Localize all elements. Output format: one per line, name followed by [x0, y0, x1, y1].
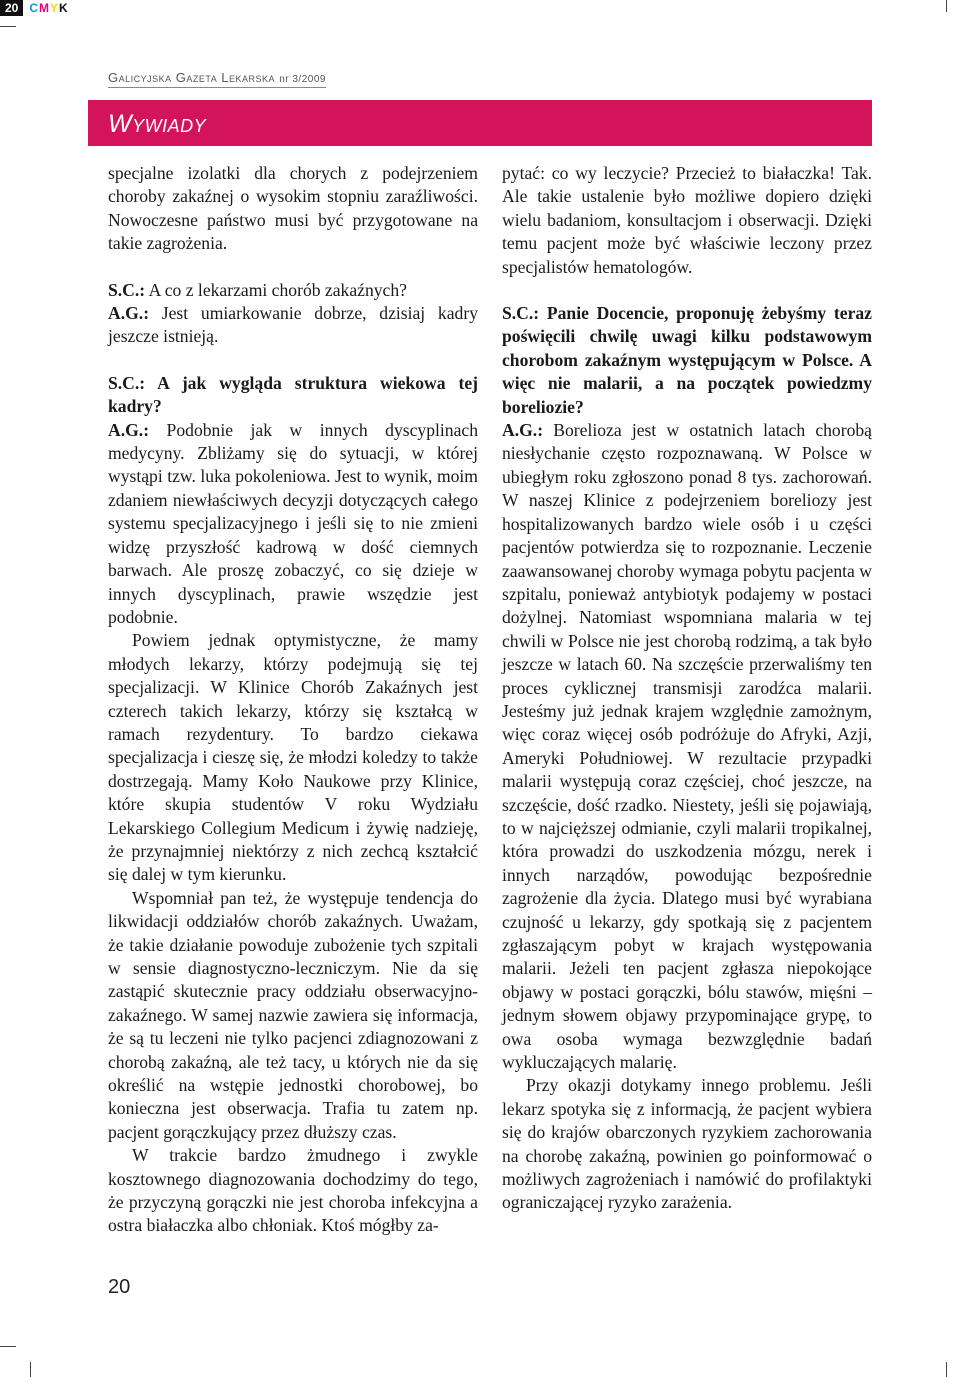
paragraph — [108, 162, 478, 256]
paragraph — [502, 1074, 872, 1214]
left-column — [108, 162, 478, 1238]
paragraph-text: W trakcie bardzo żmudnego i zwykle kosztownego diagnozowania dochodzimy do tego, że przyczyną gorączki nie jest choroba infekcyjna a ostra białaczka albo chłoniak. Ktoś mógłby za- — [108, 1145, 478, 1236]
section-title: Wywiady — [108, 110, 207, 138]
journal-title — [108, 70, 326, 88]
crop-mark — [30, 1362, 31, 1377]
print-page-number: 20 — [0, 0, 23, 16]
answer — [108, 419, 478, 630]
question-text: Panie Docencie, proponuję żebyśmy teraz poświęcili chwilę uwagi kilku podstawowym chorobom zakaźnym występującym w Polsce. A więc nie malarii, a na początek powiedzmy boreliozie? — [502, 303, 872, 417]
paragraph-text: Wspomniał pan też, że występuje tendencja do likwidacji oddziałów chorób zakaźnych. Uważam, że takie działanie powoduje zubożenie tych szpitali w sensie diagnostyczno-leczniczym. Nie da się zastąpić skutecznie pracy oddziału obserwacyjno-zakaźnego. W samej nazwie zawiera się informacja, że są tu leczeni nie tylko pacjenci zdiagnozowani z chorobą zakaźną, ale też tacy, u których nie da się określić na wstępie jednostki chorobowej, bo konieczna jest obserwacja. Trafia tu zatem np. pacjent gorączkujący przez dłuższy czas. — [108, 887, 478, 1142]
paragraph-text: Przy okazji dotykamy innego problemu. Jeśli lekarz spotyka się z informacją, że pacjent wybiera się do krajów obarczonych ryzykiem zachorowania na chorobę zakaźną, powinien go poinformować o możliwych zagrożeniach i namówić do profilaktyki ograniczającej ryzyko zarażenia. — [502, 1075, 872, 1213]
paragraph-text: specjalne izolatki dla chorych z podejrzeniem choroby zakaźnej o wysokim stopniu zaraźliwości. Nowoczesne państwo musi być przygotowane na takie zagrożenia. — [108, 163, 478, 254]
speaker-label: S.C.: — [108, 279, 146, 300]
question-text: A jak wygląda struktura wiekowa tej kadry? — [108, 372, 478, 417]
speaker-label: S.C.: — [108, 372, 146, 393]
print-marks — [0, 0, 69, 16]
paragraph — [108, 629, 478, 886]
question — [502, 302, 872, 419]
paragraph — [108, 1144, 478, 1238]
crop-mark — [0, 26, 16, 27]
answer — [108, 302, 478, 349]
speaker-label: A.G.: — [502, 420, 544, 441]
answer — [502, 419, 872, 1074]
speaker-label: A.G.: — [108, 303, 150, 324]
paragraph-text: Powiem jednak optymistyczne, że mamy młodych lekarzy, którzy podejmują się tej specjalizacji. W Klinice Chorób Zakaźnych jest czterech takich lekarzy, którzy się kształcą w ramach rezydentury. To bardzo ciekawa specjalizacja i cieszę się, że młodzi koledzy to także dostrzegają. Mamy Koło Naukowe przy Klinice, które skupia studentów V roku Wydziału Lekarskiego Collegium Medicum i żywię nadzieję, że przynajmniej niektórzy z nich zechcą kształcić się dalej w tym kierunku. — [108, 630, 478, 885]
paragraph — [108, 887, 478, 1144]
cmyk-y: Y — [50, 1, 60, 15]
cmyk-k: K — [59, 1, 69, 15]
journal-issue: nr 3/2009 — [279, 74, 326, 85]
cmyk-c: C — [29, 1, 40, 15]
journal-name: Galicyjska Gazeta Lekarska — [108, 70, 276, 85]
speaker-label: S.C.: — [502, 303, 540, 324]
question — [108, 279, 478, 302]
paragraph-text: pytać: co wy leczycie? Przecież to białaczka! Tak. Ale takie ustalenie było możliwe dopiero dzięki wielu badaniom, konsultacjom i obserwacji. Dzięki temu pacjent może być właściwie leczony przez specjalistów hematologów. — [502, 163, 872, 277]
answer-text: Jest umiarkowanie dobrze, dzisiaj kadry jeszcze istnieją. — [108, 303, 478, 347]
cmyk-m: M — [39, 1, 51, 15]
cmyk-marks — [29, 1, 68, 15]
crop-mark — [946, 1362, 947, 1377]
speaker-label: A.G.: — [108, 419, 150, 440]
question-text: A co z lekarzami chorób zakaźnych? — [145, 279, 407, 300]
paragraph — [502, 162, 872, 279]
crop-mark — [946, 0, 947, 12]
answer-text: Podobnie jak w innych dyscyplinach medycyny. Zbliżamy się do sytuacji, w której wystąpi tzw. luka pokoleniowa. Jest to wynik, moim zdaniem niewłaściwych decyzji dotyczących całego systemu specjalizacyjnego i jeśli się to nie zmieni widzę przyszłość kadrową w dość ciemnych barwach. Ale proszę zobaczyć, co się dzieje w innych dyscyplinach, prawie wszędzie jest podobnie. — [108, 419, 478, 627]
right-column — [502, 162, 872, 1215]
crop-mark — [0, 1346, 16, 1347]
answer-text: Borelioza jest w ostatnich latach chorobą niesłychanie często rozpoznawaną. W Polsce w ubiegłym roku zgłoszono ponad 8 tys. zachorowań. W naszej Klinice z podejrzeniem boreliozy jest hospitalizowanych bardzo wiele osób i u części pacjentów potwierdza się to rozpoznanie. Leczenie zaawansowanej choroby wymaga pobytu pacjenta w szpitalu, ponieważ antybiotyk podajemy w postaci dożylnej. Natomiast wspomniana malaria w tej chwili w Polsce nie jest chorobą rodzimą, a tak było jeszcze w latach 60. Na szczęście przerwaliśmy ten proces cyklicznej transmisji zarodźca malarii. Jesteśmy już jednak krajem względnie zamożnym, więc coraz więcej osób podróżuje do Afryki, Azji, Ameryki Południowej. W rezultacie przypadki malarii występują coraz częściej, choć jeszcze, na szczęście, dość rzadko. Niestety, jeśli się pojawiają, to w najcięższej odmianie, czyli malarii tropikalnej, która prowadzi do uszkodzenia mózgu, nerek i innych narządów, powodując bezpośrednie zagrożenie dla życia. Dlatego musi być wyrabiana czujność u lekarzy, gdy spotkają się z pacjentem zgłaszającym pobyt w krajach występowania malarii. Jeżeli ten pacjent zgłasza niepokojące objawy w postaci gorączki, bólu stawów, mięśni – jednym słowem objawy przypominające grypę, to owa osoba wymaga bezwzględnie badań wykluczających malarię. — [502, 420, 872, 1073]
question — [108, 372, 478, 419]
page-number: 20 — [108, 1276, 131, 1298]
section-banner — [88, 100, 872, 146]
